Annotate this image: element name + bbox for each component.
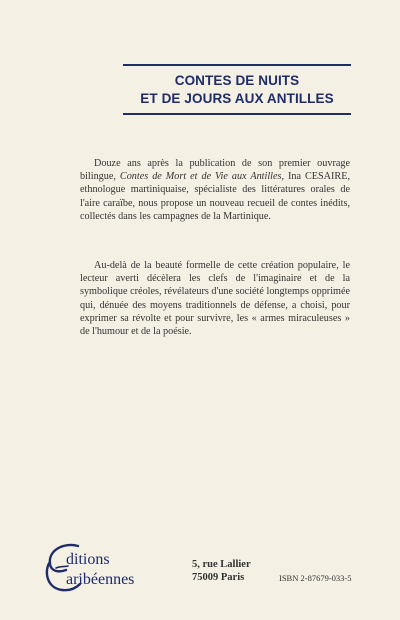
book-title-reference: Contes de Mort et de Vie aux Antilles bbox=[119, 171, 282, 183]
isbn-number: ISBN 2-87679-033-5 bbox=[279, 573, 352, 583]
title-line-1: CONTES DE NUITS bbox=[174, 73, 300, 88]
blurb-paragraph-2: Au-delà de la beauté formelle de cette création populaire, le lecteur averti décèlera les clefs de l'imaginaire et de la symbolique créoles, révélateurs d'une société longtemps opprimée qui, dénuée des moyens traditionnels de défense, a choisi, pour exprimer sa révolte et pour survivre, les « armes miraculeuses » de l'humour et de la poésie. bbox=[80, 260, 350, 338]
blurb-p1-before: Douze ans après la publication de son premier ouvrage bilingue, bbox=[80, 158, 350, 183]
title-block bbox=[123, 64, 351, 115]
title-rule-bottom bbox=[123, 113, 351, 115]
blurb-p1-after: , Ina CESAIRE, ethnologue martiniquaise, spécialiste des littératures orales de l'aire caraïbe, nous propose un nouveau recueil de contes inédits, collectés dans les campagnes de la Martinique. bbox=[80, 171, 350, 222]
publisher-logo bbox=[42, 540, 182, 592]
publisher-address bbox=[192, 558, 251, 584]
title-rule-top bbox=[123, 64, 351, 66]
address-street: 5, rue Lallier bbox=[192, 559, 251, 570]
blurb-paragraph-1 bbox=[80, 157, 350, 223]
publisher-name-line-2: aribéennes bbox=[66, 571, 135, 588]
publisher-name-line-1: ditions bbox=[66, 551, 110, 568]
title-line-2: ET DE JOURS AUX ANTILLES bbox=[140, 91, 334, 106]
address-city: 75009 Paris bbox=[192, 572, 245, 583]
